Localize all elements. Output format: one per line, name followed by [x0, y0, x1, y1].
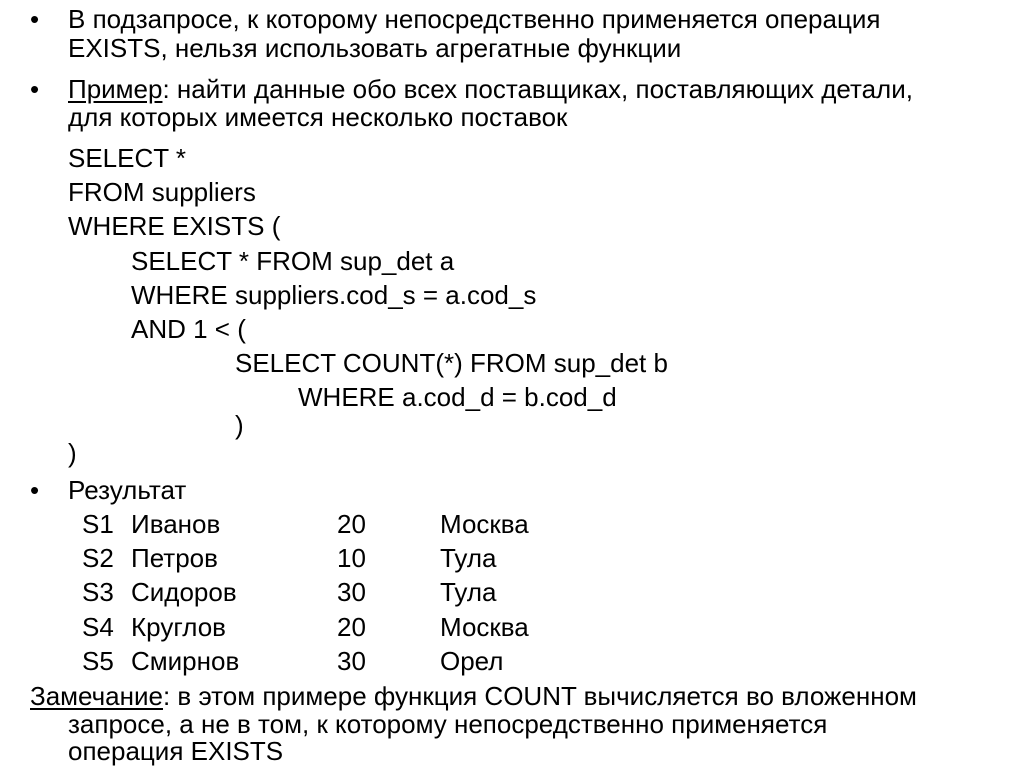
note-line-1 [30, 683, 917, 709]
row-city: Тула [440, 577, 497, 607]
example-label: Пример [68, 74, 163, 104]
row-city: Москва [440, 509, 529, 539]
sql-line: WHERE EXISTS ( [68, 211, 281, 241]
row-id: S5 [82, 646, 114, 676]
note-line-2: запросе, а не в том, к которому непосредственно применяется [68, 709, 828, 739]
sql-line: WHERE a.cod_d = b.cod_d [298, 382, 617, 412]
row-status: 20 [337, 612, 366, 642]
bullet-marker: • [30, 74, 40, 104]
sql-line: WHERE suppliers.cod_s = a.cod_s [131, 280, 537, 310]
row-name: Сидоров [131, 577, 237, 607]
example-line-1 [68, 76, 913, 102]
row-city: Орел [440, 646, 504, 676]
row-status: 30 [337, 577, 366, 607]
note-line-3: операция EXISTS [68, 736, 284, 766]
row-city: Москва [440, 612, 529, 642]
intro-line-1: В подзапросе, к которому непосредственно применяется операция [68, 4, 881, 34]
note-label: Замечание [30, 681, 163, 711]
sql-line: SELECT COUNT(*) FROM sup_det b [235, 348, 668, 378]
example-line-2: для которых имеется несколько поставок [68, 102, 568, 132]
sql-line: FROM suppliers [68, 177, 256, 207]
row-city: Тула [440, 543, 497, 573]
row-name: Смирнов [131, 646, 240, 676]
row-name: Иванов [131, 509, 221, 539]
row-id: S1 [82, 509, 114, 539]
row-id: S2 [82, 543, 114, 573]
row-name: Петров [131, 543, 218, 573]
sql-line: ) [68, 438, 77, 468]
sql-line: AND 1 < ( [131, 314, 246, 344]
row-status: 20 [337, 509, 366, 539]
row-id: S3 [82, 577, 114, 607]
row-status: 30 [337, 646, 366, 676]
row-id: S4 [82, 612, 114, 642]
row-name: Круглов [131, 612, 226, 642]
example-text: : найти данные обо всех поставщиках, поставляющих детали, [162, 74, 913, 104]
row-status: 10 [337, 543, 366, 573]
sql-line: SELECT * FROM sup_det a [131, 246, 455, 276]
note-text: : в этом примере функция COUNT вычисляется во вложенном [162, 681, 917, 711]
intro-line-2: EXISTS, нельзя использовать агрегатные функции [68, 33, 682, 63]
result-label: Результат [68, 475, 187, 505]
bullet-marker: • [30, 4, 40, 34]
sql-line: SELECT * [68, 143, 187, 173]
bullet-marker: • [30, 475, 40, 505]
sql-line: ) [235, 410, 244, 440]
